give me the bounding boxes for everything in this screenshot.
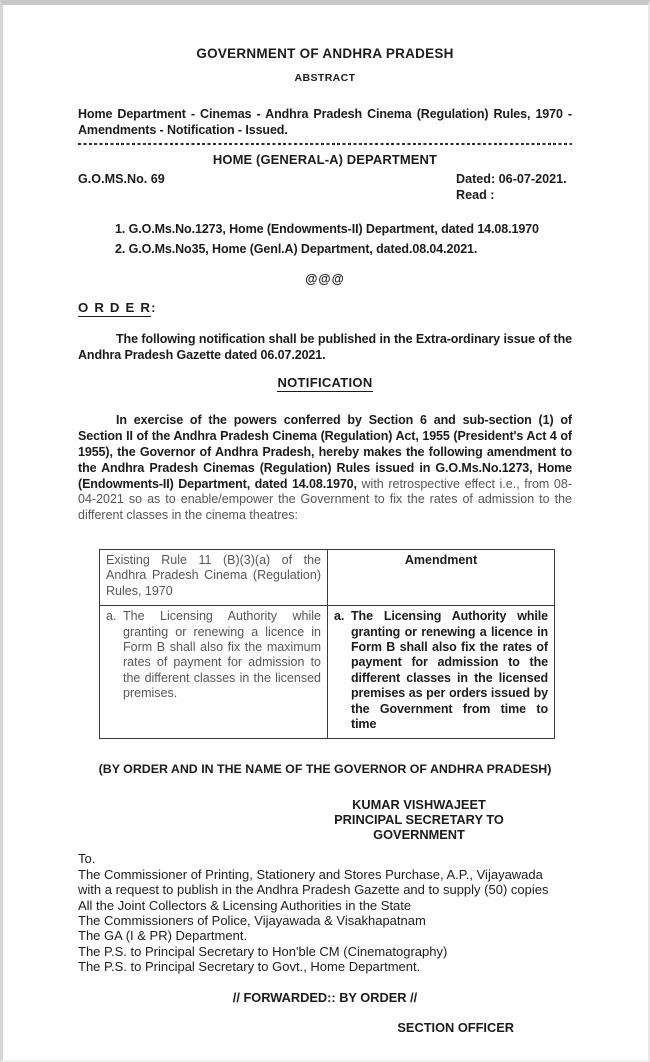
signatory-name: KUMAR VISHWAJEET — [352, 797, 486, 813]
addressee-line: The GA (I & PR) Department. — [78, 928, 248, 944]
order-paragraph: The following notification shall be published in the Extra-ordinary issue of the Andhra Pradesh Gazette dated 06.07.2021. — [78, 332, 572, 362]
notification-paragraph-original: In exercise of the powers conferred by Section 6 and sub-section (1) of Section II of the Andhra Pradesh Cinema (Regulation) Act, 1955 (President's Act 4 of 1955), the Governor of Andhra Pradesh, hereby makes the following amendment to the Andhra Pradesh Cinemas (Regulation) Rules issued in G.O.Ms.No.1273, Home (Endowments-II) Department, dated 14.08.1970, — [78, 413, 572, 491]
addressee-line: The Commissioner of Printing, Stationery and Stores Purchase, A.P., Vijayawada — [78, 866, 543, 882]
order-heading — [78, 300, 572, 317]
go-number: G.O.MS.No. 69 — [78, 172, 165, 187]
addressee-list — [78, 867, 572, 975]
addressee-line: The Commissioners of Police, Vijayawada & Visakhapatnam — [78, 913, 426, 929]
signature-block — [299, 797, 539, 842]
read-label: Read : — [456, 187, 495, 202]
dashed-separator — [78, 143, 572, 145]
dated-block — [456, 172, 572, 203]
amendment-cell — [328, 606, 555, 739]
abstract-paragraph: Home Department - Cinemas - Andhra Pradesh Cinema (Regulation) Rules, 1970 - Amendments - Notification - Issued. — [78, 107, 572, 137]
department-heading: HOME (GENERAL-A) DEPARTMENT — [212, 152, 438, 168]
at-separator: @@@ — [305, 272, 345, 287]
amendment-table — [99, 549, 555, 739]
read-list-item: 2. G.O.Ms.No35, Home (Genl.A) Department, dated.08.04.2021. — [115, 241, 478, 256]
forwarded-line: // FORWARDED:: BY ORDER // — [232, 989, 418, 1005]
read-list — [115, 220, 572, 259]
go-number-row — [78, 172, 572, 203]
section-officer: SECTION OFFICER — [397, 1019, 514, 1035]
existing-rule-cell — [100, 606, 328, 739]
to-label: To. — [78, 851, 96, 867]
addressee-line: All the Joint Collectors & Licensing Authorities in the State — [78, 897, 412, 913]
notification-heading-text: NOTIFICATION — [277, 375, 373, 391]
addressee-line: with a request to publish in the Andhra Pradesh Gazette and to supply (50) copies — [78, 882, 549, 898]
order-heading-text: O R D E R — [78, 300, 152, 316]
existing-rule-header-cell: Existing Rule 11 (B)(3)(a) of the Andhra Pradesh Cinema (Regulation) Rules, 1970 — [100, 549, 328, 605]
notification-paragraph-inserted: with retrospective effect i.e., from 08-04-2021 so as to enable/empower the Government to fix the rates of admission to the different classes in the cinema theatres: — [78, 476, 572, 523]
existing-rule-text: The Licensing Authority while granting or renewing a licence in Form B shall also fix the maximum rates of payment for admission to the different classes in the licensed premises. — [123, 609, 321, 701]
notification-heading — [78, 375, 572, 392]
amendment-text: The Licensing Authority while granting or renewing a licence in Form B shall also fix the rates of payment for admission to the different classes in the licensed premises as per orders issued by the Government from time to time — [351, 609, 548, 732]
dated-line: Dated: 06-07-2021. — [456, 172, 567, 187]
by-order-line: (BY ORDER AND IN THE NAME OF THE GOVERNOR OF ANDHRA PRADESH) — [98, 762, 552, 777]
existing-rule-item-marker: a. — [106, 609, 117, 624]
amendment-header-cell: Amendment — [328, 549, 555, 605]
read-list-item: 1. G.O.Ms.No.1273, Home (Endowments-II) Department, dated 14.08.1970 — [115, 222, 539, 237]
table-body-row — [100, 606, 555, 739]
addressee-line: The P.S. to Principal Secretary to Hon'ble CM (Cinematography) — [78, 943, 448, 959]
table-header-row — [100, 549, 555, 605]
order-heading-colon: : — [151, 300, 156, 316]
document-title: GOVERNMENT OF ANDHRA PRADESH — [196, 46, 454, 61]
notification-paragraph — [78, 413, 572, 524]
abstract-label: ABSTRACT — [294, 72, 356, 84]
amendment-item-marker: a. — [334, 609, 345, 624]
addressee-line: The P.S. to Principal Secretary to Govt., Home Department. — [78, 959, 421, 975]
signatory-title: PRINCIPAL SECRETARY TO GOVERNMENT — [334, 812, 504, 843]
